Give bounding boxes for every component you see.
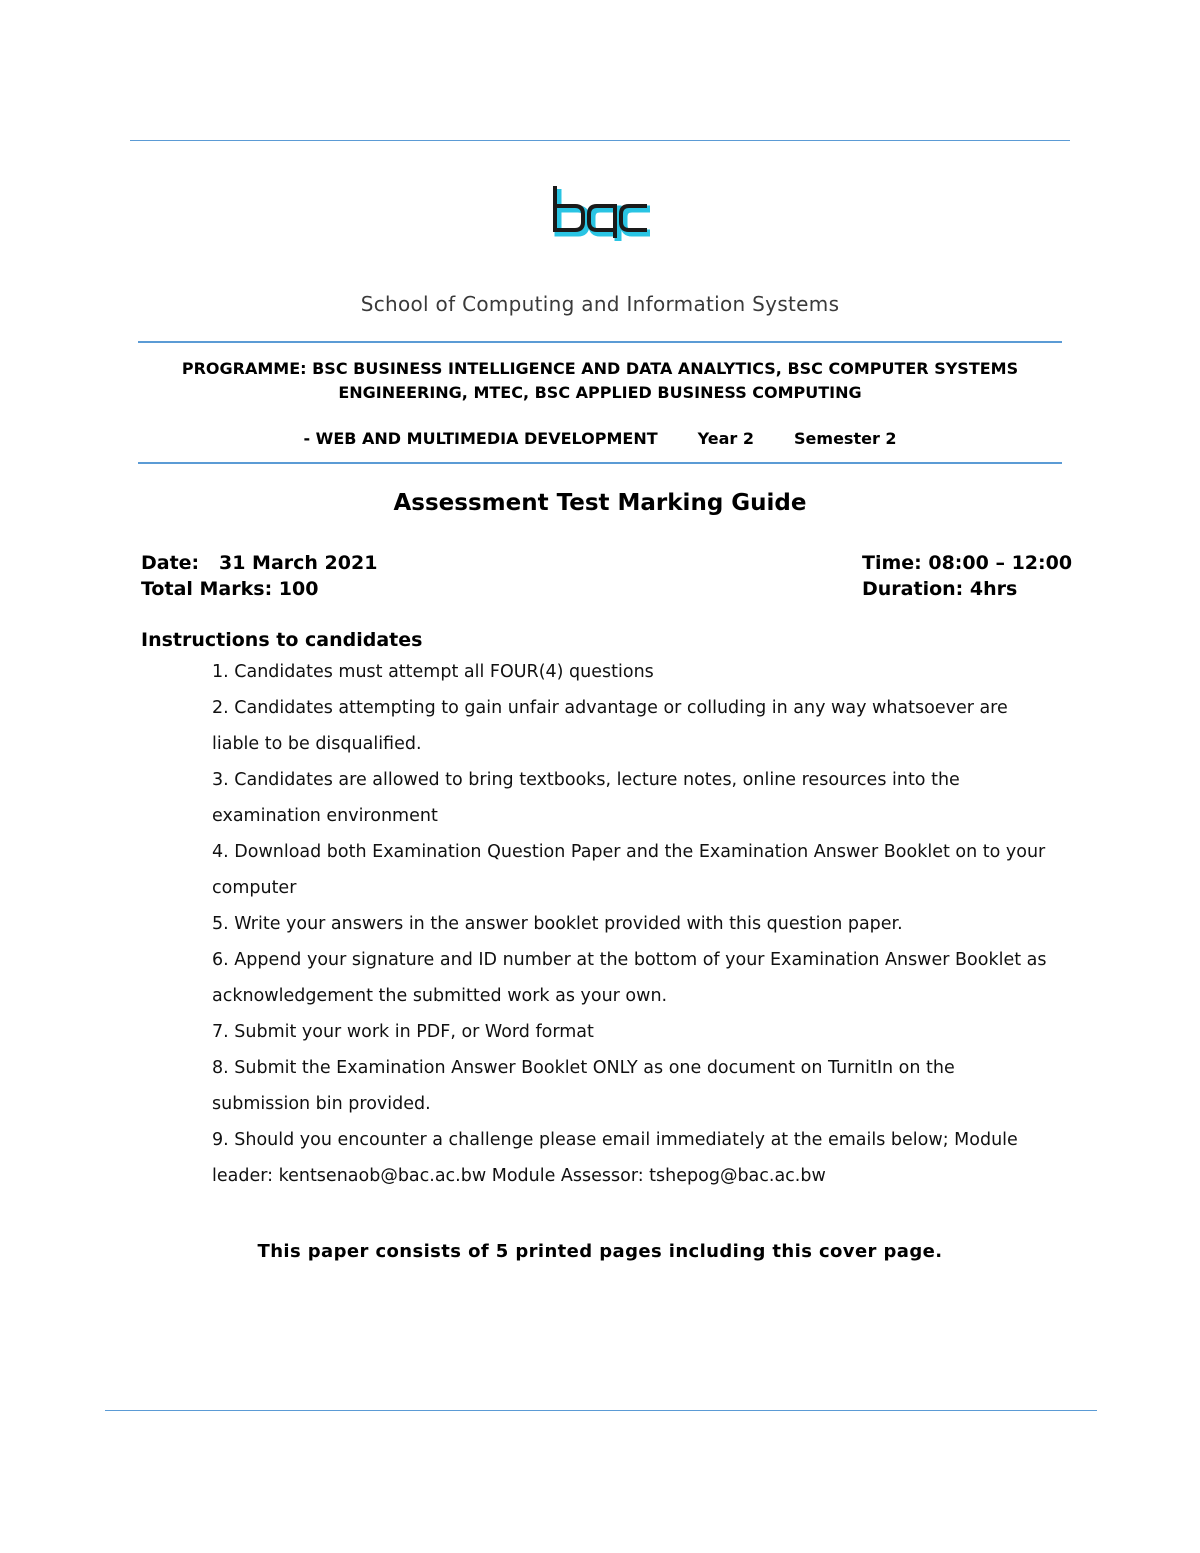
module-divider <box>138 462 1062 464</box>
meta-right <box>862 550 1072 602</box>
semester-label: Semester 2 <box>794 429 897 448</box>
instructions-list <box>212 654 1057 1194</box>
total-marks: Total Marks: 100 <box>141 578 319 600</box>
module-name: - WEB AND MULTIMEDIA DEVELOPMENT <box>303 429 658 448</box>
instruction-item: 9. Should you encounter a challenge please email immediately at the emails below; Module leader: kentsenaob@bac.ac.bw Module Assessor: tshepog@bac.ac.bw <box>212 1130 1018 1186</box>
instructions-heading: Instructions to candidates <box>141 629 423 651</box>
instruction-item: 4. Download both Examination Question Paper and the Examination Answer Booklet on to your computer <box>212 842 1046 898</box>
instruction-item: 8. Submit the Examination Answer Booklet ONLY as one document on TurnitIn on the submission bin provided. <box>212 1058 955 1114</box>
instruction-item: 3. Candidates are allowed to bring textbooks, lecture notes, online resources into the examination environment <box>212 770 960 826</box>
exam-date: Date: 31 March 2021 <box>141 552 378 574</box>
instruction-item: 5. Write your answers in the answer booklet provided with this question paper. <box>212 914 903 934</box>
page-title: Assessment Test Marking Guide <box>393 490 807 516</box>
page-count-note: This paper consists of 5 printed pages including this cover page. <box>257 1241 943 1262</box>
bottom-divider <box>105 1410 1097 1411</box>
exam-time: Time: 08:00 – 12:00 <box>862 552 1073 574</box>
instruction-item: 6. Append your signature and ID number at the bottom of your Examination Answer Booklet as acknowledgement the submitted work as your own. <box>212 950 1047 1006</box>
school-name: School of Computing and Information Systems <box>360 292 840 316</box>
year-label: Year 2 <box>697 429 755 448</box>
instruction-item: 7. Submit your work in PDF, or Word format <box>212 1022 594 1042</box>
programme-heading: PROGRAMME: BSC BUSINESS INTELLIGENCE AND DATA ANALYTICS, BSC COMPUTER SYSTEMS ENGINEERING, MTEC, BSC APPLIED BUSINESS COMPUTING <box>181 359 1019 402</box>
school-divider <box>138 341 1062 343</box>
top-divider <box>130 140 1070 141</box>
instruction-item: 1. Candidates must attempt all FOUR(4) questions <box>212 662 654 682</box>
module-line <box>0 429 1200 448</box>
exam-duration: Duration: 4hrs <box>862 578 1018 600</box>
instruction-item: 2. Candidates attempting to gain unfair advantage or colluding in any way whatsoever are liable to be disqualified. <box>212 698 1008 754</box>
meta-left <box>141 550 377 602</box>
bac-logo <box>545 178 655 248</box>
